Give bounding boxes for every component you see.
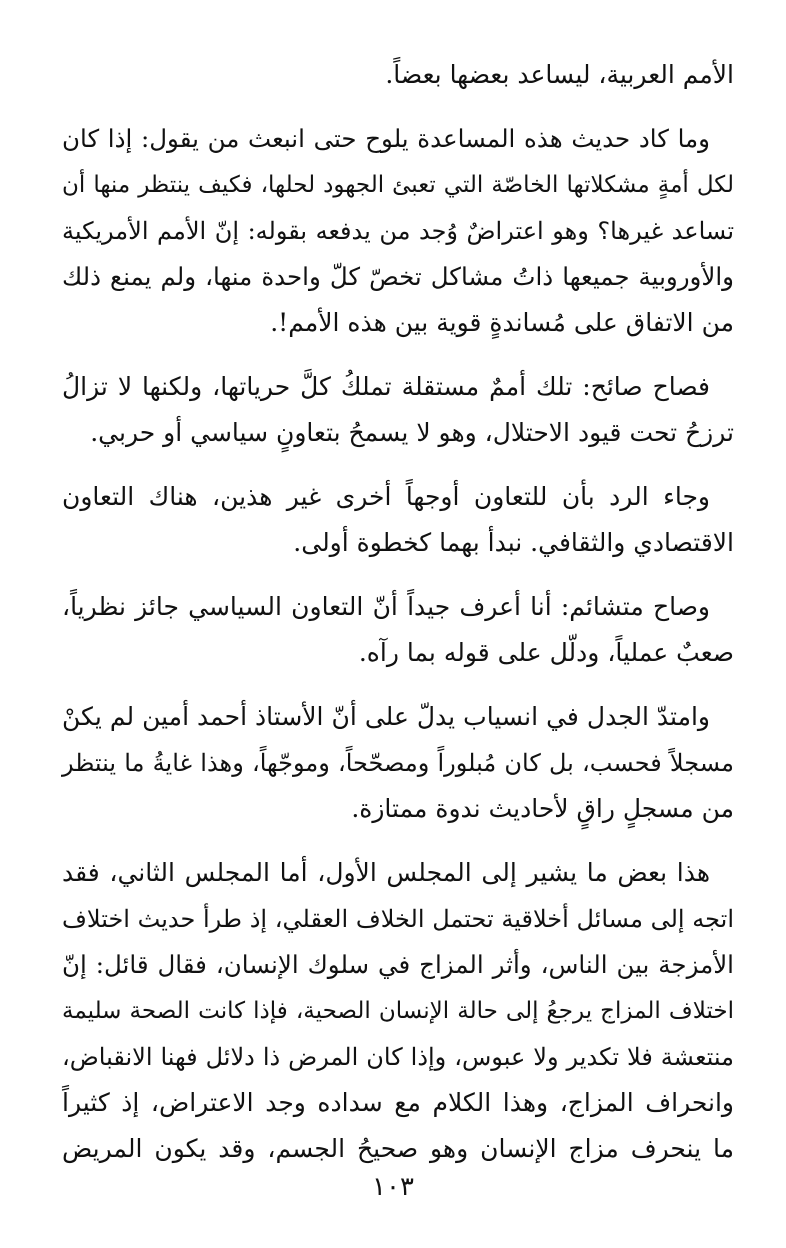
text-line: ترزحُ تحت قيود الاحتلال، وهو لا يسمحُ بتعاونٍ سياسي أو حربي. — [90, 418, 734, 447]
text-line: الاقتصادي والثقافي. نبدأ بهما كخطوة أولى. — [293, 528, 734, 557]
text-line: من مسجلٍ راقٍ لأحاديث ندوة ممتازة. — [351, 794, 734, 823]
book-page — [62, 52, 734, 1192]
text-line: وانحراف المزاج، وهذا الكلام مع سداده وجد الاعتراض، إذ كثيراً — [62, 1088, 734, 1117]
text-line: الأمم العربية، ليساعد بعضها بعضاً. — [385, 60, 734, 89]
text-line: منتعشة فلا تكدير ولا عبوس، وإذا كان المرض ذا دلائل فهنا الانقباض، — [62, 1043, 734, 1071]
paragraph-1 — [62, 52, 734, 98]
text-line: وما كاد حديث هذه المساعدة يلوح حتى انبعث من يقول: إذا كان — [62, 124, 710, 153]
paragraph-5 — [62, 584, 734, 676]
text-line: فصاح صائح: تلك أممٌ مستقلة تملكُ كلَّ حرياتها، ولكنها لا تزالُ — [62, 372, 710, 401]
text-line: مسجلاً فحسب، بل كان مُبلوراً ومصحّحاً، وموجّهاً، وهذا غايةُ ما ينتظر — [62, 749, 734, 777]
text-line: اتجه إلى مسائل أخلاقية تحتمل الخلاف العقلي، إذ طرأ حديث اختلاف — [62, 905, 734, 933]
paragraph-2 — [62, 116, 734, 346]
text-line: لكل أمةٍ مشكلاتها الخاصّة التي تعبئ الجهود لحلها، فكيف ينتظر منها أن — [62, 172, 734, 198]
text-line: هذا بعض ما يشير إلى المجلس الأول، أما المجلس الثاني، فقد — [62, 858, 710, 887]
text-line: وجاء الرد بأن للتعاون أوجهاً أخرى غير هذين، هناك التعاون — [62, 482, 710, 511]
text-line: وصاح متشائم: أنا أعرف جيداً أنّ التعاون السياسي جائز نظرياً، — [62, 592, 710, 621]
paragraph-7 — [62, 850, 734, 1172]
text-line: ما ينحرف مزاج الإنسان وهو صحيحُ الجسم، وقد يكون المريض — [62, 1134, 734, 1163]
page-number: ١٠٣ — [372, 1172, 414, 1202]
text-line: تساعد غيرها؟ وهو اعتراضٌ وُجد من يدفعه بقوله: إنّ الأمم الأمريكية — [62, 217, 734, 245]
text-line: الأمزجة بين الناس، وأثر المزاج في سلوك الإنسان، فقال قائل: إنّ — [62, 950, 734, 979]
text-line: وامتدّ الجدل في انسياب يدلّ على أنّ الأستاذ أحمد أمين لم يكنْ — [62, 702, 710, 731]
text-line: من الاتفاق على مُساندةٍ قوية بين هذه الأمم!. — [270, 308, 734, 337]
text-line: والأوروبية جميعها ذاتُ مشاكل تخصّ كلّ واحدة منها، ولم يمنع ذلك — [62, 262, 734, 291]
text-line: صعبٌ عملياً، ودلّل على قوله بما رآه. — [358, 638, 734, 667]
paragraph-6 — [62, 694, 734, 832]
text-line: اختلاف المزاج يرجعُ إلى حالة الإنسان الصحية، فإذا كانت الصحة سليمة — [62, 998, 734, 1024]
paragraph-4 — [62, 474, 734, 566]
paragraph-3 — [62, 364, 734, 456]
